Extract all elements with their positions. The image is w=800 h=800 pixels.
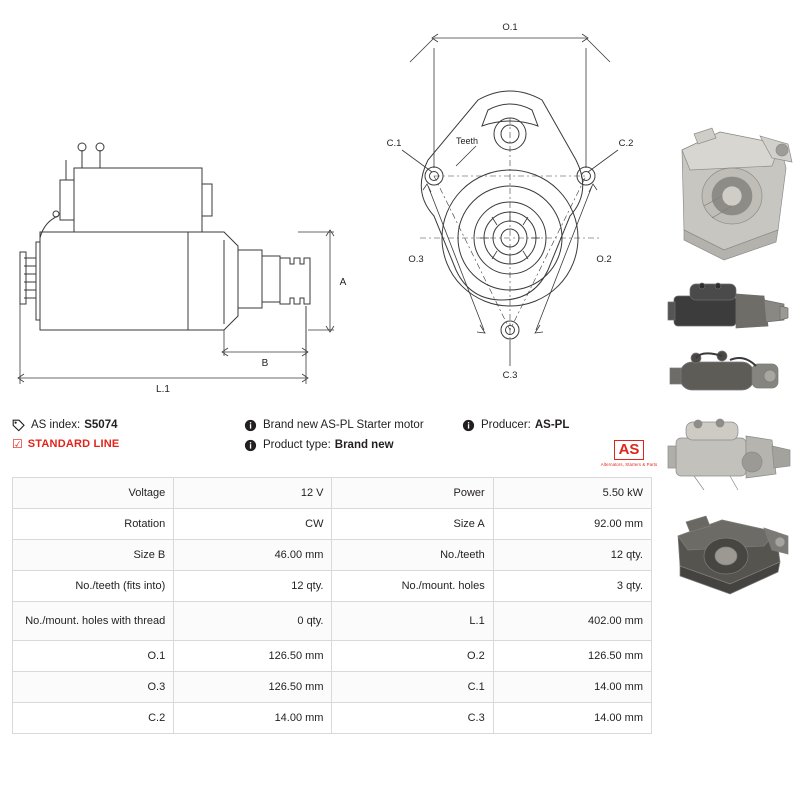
dim-label-l1: L.1 bbox=[156, 384, 170, 395]
spec-key: O.3 bbox=[13, 672, 174, 703]
spec-value: 12 V bbox=[174, 478, 332, 509]
spec-value: 5.50 kW bbox=[493, 478, 651, 509]
as-index-value: S5074 bbox=[84, 418, 118, 431]
spec-key: L.1 bbox=[332, 602, 493, 641]
spec-value: 126.50 mm bbox=[174, 672, 332, 703]
info-line-2 bbox=[12, 438, 652, 451]
dim-label-teeth: Teeth bbox=[456, 136, 479, 146]
info-line-1 bbox=[12, 418, 652, 431]
standard-line-cell bbox=[12, 438, 244, 450]
table-row bbox=[13, 509, 652, 540]
spec-key: C.2 bbox=[13, 703, 174, 734]
dim-label-c2: C.2 bbox=[618, 138, 634, 149]
producer-value: AS-PL bbox=[534, 418, 570, 431]
dim-label-o1: O.1 bbox=[502, 22, 518, 33]
tag-icon bbox=[12, 419, 25, 432]
spec-key: No./teeth (fits into) bbox=[13, 571, 174, 602]
dim-label-o3: O.3 bbox=[408, 254, 424, 265]
product-info bbox=[12, 418, 652, 458]
spec-value: 402.00 mm bbox=[493, 602, 651, 641]
aspl-logo-subtitle: Alternators, Starters & Parts bbox=[600, 462, 658, 467]
dim-label-c3: C.3 bbox=[502, 370, 518, 381]
aspl-logo bbox=[600, 440, 658, 467]
aspl-logo-mark: AS bbox=[614, 440, 645, 460]
table-row bbox=[13, 703, 652, 734]
description-text: Brand new AS-PL Starter motor bbox=[263, 418, 424, 431]
spec-key: C.1 bbox=[332, 672, 493, 703]
spec-value: 14.00 mm bbox=[174, 703, 332, 734]
spec-key: No./mount. holes bbox=[332, 571, 493, 602]
specification-table bbox=[12, 477, 652, 734]
dim-label-b: B bbox=[261, 358, 269, 369]
spec-key: C.3 bbox=[332, 703, 493, 734]
as-index-cell bbox=[12, 418, 244, 431]
table-row bbox=[13, 478, 652, 509]
info-icon bbox=[244, 419, 257, 432]
product-type-label: Product type: bbox=[263, 438, 331, 451]
spec-value: 3 qty. bbox=[493, 571, 651, 602]
spec-value: 46.00 mm bbox=[174, 540, 332, 571]
photo-starter-angle-front[interactable] bbox=[660, 110, 800, 270]
spec-key: No./mount. holes with thread bbox=[13, 602, 174, 641]
product-type-value: Brand new bbox=[334, 438, 394, 451]
spec-key: O.2 bbox=[332, 641, 493, 672]
spec-value: 126.50 mm bbox=[174, 641, 332, 672]
info-icon bbox=[462, 419, 475, 432]
spec-value: 12 qty. bbox=[174, 571, 332, 602]
spec-key: Power bbox=[332, 478, 493, 509]
photo-starter-rear-angle[interactable] bbox=[660, 502, 800, 598]
spec-value: 126.50 mm bbox=[493, 641, 651, 672]
spec-key: Rotation bbox=[13, 509, 174, 540]
spec-key: Size A bbox=[332, 509, 493, 540]
dim-label-o2: O.2 bbox=[596, 254, 612, 265]
spec-value: 12 qty. bbox=[493, 540, 651, 571]
spec-value: 92.00 mm bbox=[493, 509, 651, 540]
drawing-side-view bbox=[0, 0, 360, 405]
spec-key: Voltage bbox=[13, 478, 174, 509]
spec-value: 14.00 mm bbox=[493, 703, 651, 734]
table-row bbox=[13, 641, 652, 672]
description-cell bbox=[244, 418, 462, 431]
spec-key: No./teeth bbox=[332, 540, 493, 571]
table-row bbox=[13, 571, 652, 602]
as-index-label: AS index: bbox=[31, 418, 81, 431]
spec-key: Size B bbox=[13, 540, 174, 571]
photo-starter-side-light[interactable] bbox=[660, 408, 800, 498]
photo-starter-solenoid-top[interactable] bbox=[660, 346, 800, 404]
spec-key: O.1 bbox=[13, 641, 174, 672]
product-photo-gallery bbox=[660, 110, 800, 602]
producer-label: Producer: bbox=[481, 418, 531, 431]
dim-label-c1: C.1 bbox=[386, 138, 402, 149]
table-row bbox=[13, 672, 652, 703]
info-icon bbox=[244, 439, 257, 452]
product-type-cell bbox=[244, 438, 462, 451]
technical-drawings bbox=[0, 0, 660, 405]
photo-starter-side-dark[interactable] bbox=[660, 274, 800, 342]
check-icon: ☑ bbox=[12, 437, 23, 451]
table-row bbox=[13, 540, 652, 571]
table-row bbox=[13, 602, 652, 641]
standard-line-label: STANDARD LINE bbox=[27, 438, 120, 450]
producer-cell bbox=[462, 418, 652, 431]
dim-label-a: A bbox=[339, 277, 347, 288]
spec-value: CW bbox=[174, 509, 332, 540]
drawing-front-view bbox=[360, 0, 660, 405]
spec-value: 0 qty. bbox=[174, 602, 332, 641]
spec-value: 14.00 mm bbox=[493, 672, 651, 703]
